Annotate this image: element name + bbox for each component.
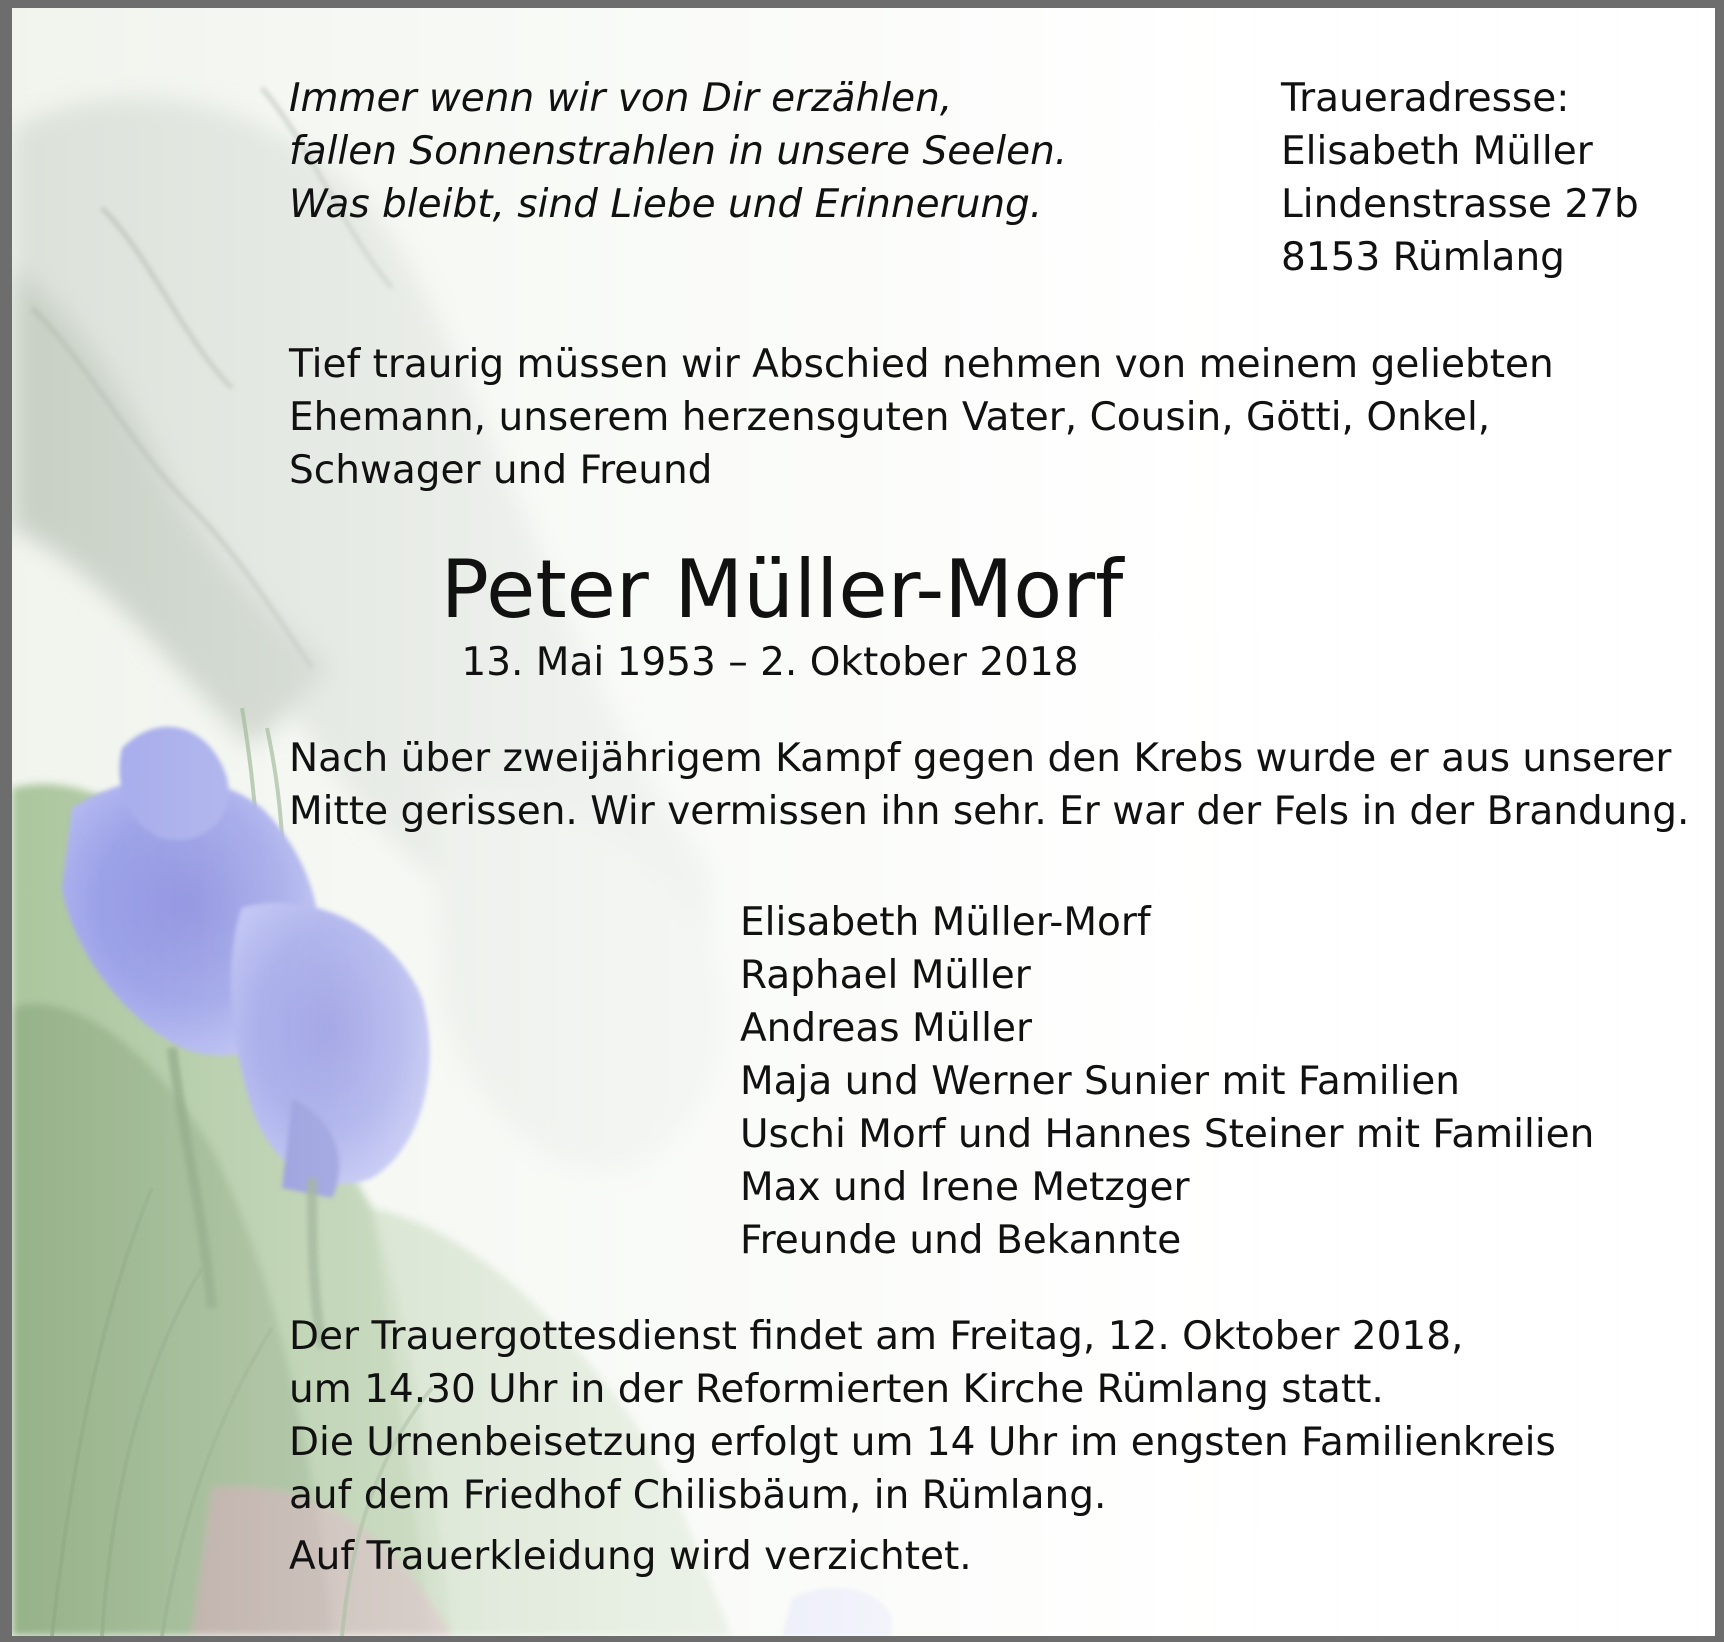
service-line: um 14.30 Uhr in der Reformierten Kirche Rümlang statt. xyxy=(289,1367,1384,1412)
mourner-item: Maja und Werner Sunier mit Familien xyxy=(740,1059,1460,1104)
mourner-item: Max und Irene Metzger xyxy=(740,1165,1190,1210)
frame-top xyxy=(0,0,1724,8)
frame-bottom xyxy=(0,1636,1724,1642)
motto-line: Was bleibt, sind Liebe und Erinnerung. xyxy=(289,182,1043,227)
mourners-list xyxy=(740,896,1594,1267)
deceased-name: Peter Müller-Morf xyxy=(440,543,1124,636)
service-paragraph xyxy=(289,1310,1556,1522)
intro-paragraph xyxy=(289,338,1554,497)
deceased-name-block xyxy=(0,540,1724,640)
mourner-item: Freunde und Bekannte xyxy=(740,1218,1182,1263)
body-paragraph xyxy=(289,732,1689,838)
frame-left xyxy=(0,0,12,1642)
service-line: auf dem Friedhof Chilisbäum, in Rümlang. xyxy=(289,1473,1107,1518)
closing-note xyxy=(289,1530,972,1583)
motto-verse xyxy=(289,72,1067,231)
address-city: 8153 Rümlang xyxy=(1281,235,1565,280)
intro-line: Tief traurig müssen wir Abschied nehmen von meinem geliebten xyxy=(289,342,1554,387)
address-label: Traueradresse: xyxy=(1281,76,1570,121)
frame-right xyxy=(1715,0,1724,1642)
service-line: Die Urnenbeisetzung erfolgt um 14 Uhr im engsten Familienkreis xyxy=(289,1420,1556,1465)
body-line: Nach über zweijährigem Kampf gegen den Krebs wurde er aus unserer xyxy=(289,736,1672,781)
mourner-item: Andreas Müller xyxy=(740,1006,1033,1051)
motto-line: Immer wenn wir von Dir erzählen, xyxy=(289,76,953,121)
life-dates-block xyxy=(0,636,1724,689)
intro-line: Ehemann, unserem herzensguten Vater, Cousin, Götti, Onkel, xyxy=(289,395,1491,440)
body-line: Mitte gerissen. Wir vermissen ihn sehr. Er war der Fels in der Brandung. xyxy=(289,789,1690,834)
address-name: Elisabeth Müller xyxy=(1281,129,1593,174)
closing-line: Auf Trauerkleidung wird verzichtet. xyxy=(289,1534,972,1579)
mourner-item: Elisabeth Müller-Morf xyxy=(740,900,1151,945)
mourner-item: Raphael Müller xyxy=(740,953,1031,998)
mourner-item: Uschi Morf und Hannes Steiner mit Familien xyxy=(740,1112,1595,1157)
address-street: Lindenstrasse 27b xyxy=(1281,182,1639,227)
life-dates: 13. Mai 1953 – 2. Oktober 2018 xyxy=(461,640,1079,685)
service-line: Der Trauergottesdienst findet am Freitag, 12. Oktober 2018, xyxy=(289,1314,1464,1359)
motto-line: fallen Sonnenstrahlen in unsere Seelen. xyxy=(289,129,1068,174)
mourning-address xyxy=(1281,72,1639,284)
intro-line: Schwager und Freund xyxy=(289,448,713,493)
